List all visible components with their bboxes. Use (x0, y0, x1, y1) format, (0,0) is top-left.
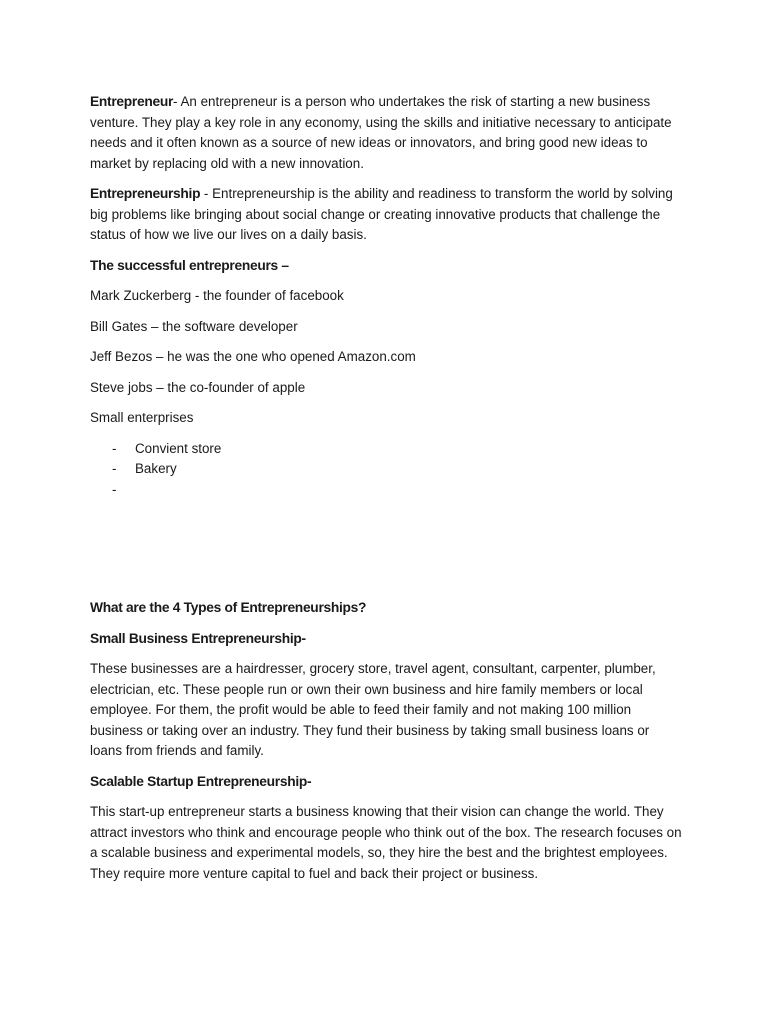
list-item (90, 439, 682, 460)
blank-space (90, 500, 682, 598)
bullet-dash: - (112, 440, 117, 456)
list-item-text: Convient store (135, 440, 222, 456)
successful-entrepreneurs-heading: The successful entrepreneurs – (90, 257, 289, 273)
list-item (90, 480, 682, 501)
small-enterprises-list (90, 439, 682, 501)
list-item-text: Bakery (135, 461, 177, 476)
scalable-startup-paragraph: This start-up entrepreneur starts a business knowing that their vision can change the world. They attract investors who think and encourage people who think out of the box. The research focuses on a scalable business and experimental models, so, they hire the best and the brightest employees. They require more venture capital to fuel and back their project or business. (90, 804, 682, 881)
successful-entrepreneur-item: Steve jobs – the co-founder of apple (90, 379, 306, 395)
small-enterprises-label: Small enterprises (90, 410, 194, 425)
list-item (90, 459, 682, 480)
entrepreneur-term: Entrepreneur (90, 94, 174, 109)
small-business-paragraph: These businesses are a hairdresser, grocery store, travel agent, consultant, carpenter, plumber, electrician, etc. These people run or own their own business and hire family members or local employee. For them, the profit would be able to feed their family and not making 100 million business or taking over an industry. They fund their business by taking small business loans or loans from friends and family. (90, 661, 656, 758)
small-business-heading: Small Business Entrepreneurship- (90, 630, 306, 646)
entrepreneurship-term: Entrepreneurship (90, 186, 201, 201)
successful-entrepreneur-item: Jeff Bezos – he was the one who opened Amazon.com (90, 349, 416, 364)
successful-entrepreneur-item: Bill Gates – the software developer (90, 318, 298, 334)
document-page (90, 92, 682, 894)
entrepreneur-text: - An entrepreneur is a person who undertakes the risk of starting a new business venture. They play a key role in any economy, using the skills and initiative necessary to anticipate needs and it often known as a source of new ideas or innovators, and bring good new ideas to market by replacing old with a new innovation. (90, 94, 672, 171)
entrepreneurship-definition (90, 184, 682, 246)
successful-entrepreneur-item: Mark Zuckerberg - the founder of facebook (90, 288, 344, 303)
bullet-dash: - (112, 461, 117, 476)
types-heading: What are the 4 Types of Entrepreneurships? (90, 600, 367, 615)
scalable-startup-heading: Scalable Startup Entrepreneurship- (90, 773, 312, 789)
entrepreneur-definition (90, 92, 682, 174)
bullet-dash: - (112, 481, 117, 497)
entrepreneurship-text: - Entrepreneurship is the ability and readiness to transform the world by solving big problems like bringing about social change or creating innovative products that challenge the status of how we live our lives on a daily basis. (90, 186, 673, 242)
